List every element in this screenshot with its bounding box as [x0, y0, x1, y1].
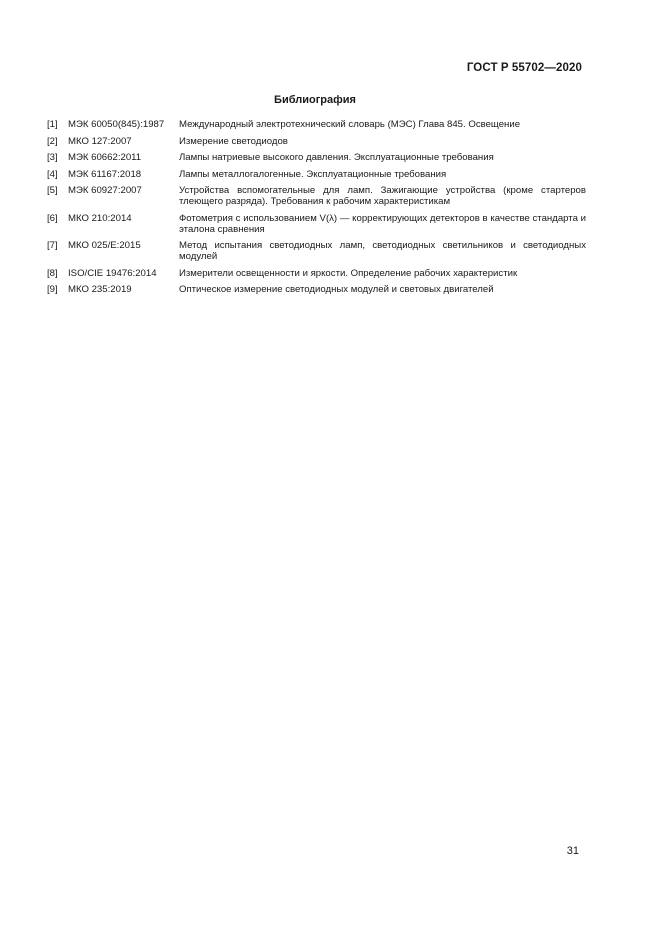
entry-title: Международный электротехнический словарь (МЭС) Глава 845. Освещение [179, 119, 521, 130]
entry-number: [2] [47, 135, 58, 147]
bibliography-entry [47, 213, 586, 235]
entry-standard-code: ISO/CIE 19476:2014 [68, 267, 157, 279]
bibliography-list [47, 119, 586, 301]
entry-standard-code: МЭК 61167:2018 [68, 168, 142, 180]
entry-title: Оптическое измерение светодиодных модулей и световых двигателей [179, 284, 494, 295]
entry-standard-code: МЭК 60050(845):1987 [68, 119, 165, 130]
bibliography-entry [47, 268, 586, 279]
entry-number: [3] [47, 152, 58, 163]
bibliography-entry [47, 152, 586, 163]
entry-standard-code: МЭК 60662:2011 [68, 152, 142, 163]
entry-number: [7] [47, 240, 58, 251]
bibliography-entry [47, 240, 586, 262]
entry-title: Метод испытания светодиодных ламп, светодиодных светильников и светодиодных модулей [179, 240, 586, 262]
entry-number: [5] [47, 185, 58, 196]
bibliography-entry [47, 136, 586, 147]
entry-number: [1] [47, 119, 58, 130]
entry-number: [4] [47, 168, 58, 180]
page-number: 31 [566, 845, 579, 857]
entry-title: Лампы натриевые высокого давления. Эксплуатационные требования [179, 152, 494, 163]
entry-standard-code: МКО 127:2007 [68, 135, 132, 147]
entry-title: Устройства вспомогательные для ламп. Зажигающие устройства (кроме стартеров тлеющего разряда). Требования к рабочим характеристикам [179, 185, 586, 207]
bibliography-entry [47, 185, 586, 207]
bibliography-entry [47, 119, 586, 130]
entry-standard-code: МКО 025/E:2015 [68, 240, 141, 251]
entry-standard-code: МЭК 60927:2007 [68, 185, 142, 196]
bibliography-heading: Библиография [274, 94, 356, 106]
entry-number: [9] [47, 284, 58, 295]
bibliography-entry [47, 169, 586, 180]
entry-title: Лампы металлогалогенные. Эксплуатационные требования [179, 168, 447, 180]
entry-number: [6] [47, 212, 58, 224]
entry-number: [8] [47, 267, 58, 279]
entry-title: Фотометрия с использованием V(λ) — корректирующих детекторов в качестве стандарта и эталона сравнения [179, 212, 586, 235]
entry-title: Измерение светодиодов [179, 135, 288, 147]
entry-title: Измерители освещенности и яркости. Определение рабочих характеристик [179, 267, 518, 279]
document-standard-id: ГОСТ Р 55702—2020 [466, 62, 582, 74]
entry-standard-code: МКО 210:2014 [68, 212, 132, 224]
entry-standard-code: МКО 235:2019 [68, 284, 132, 295]
bibliography-entry [47, 284, 586, 295]
